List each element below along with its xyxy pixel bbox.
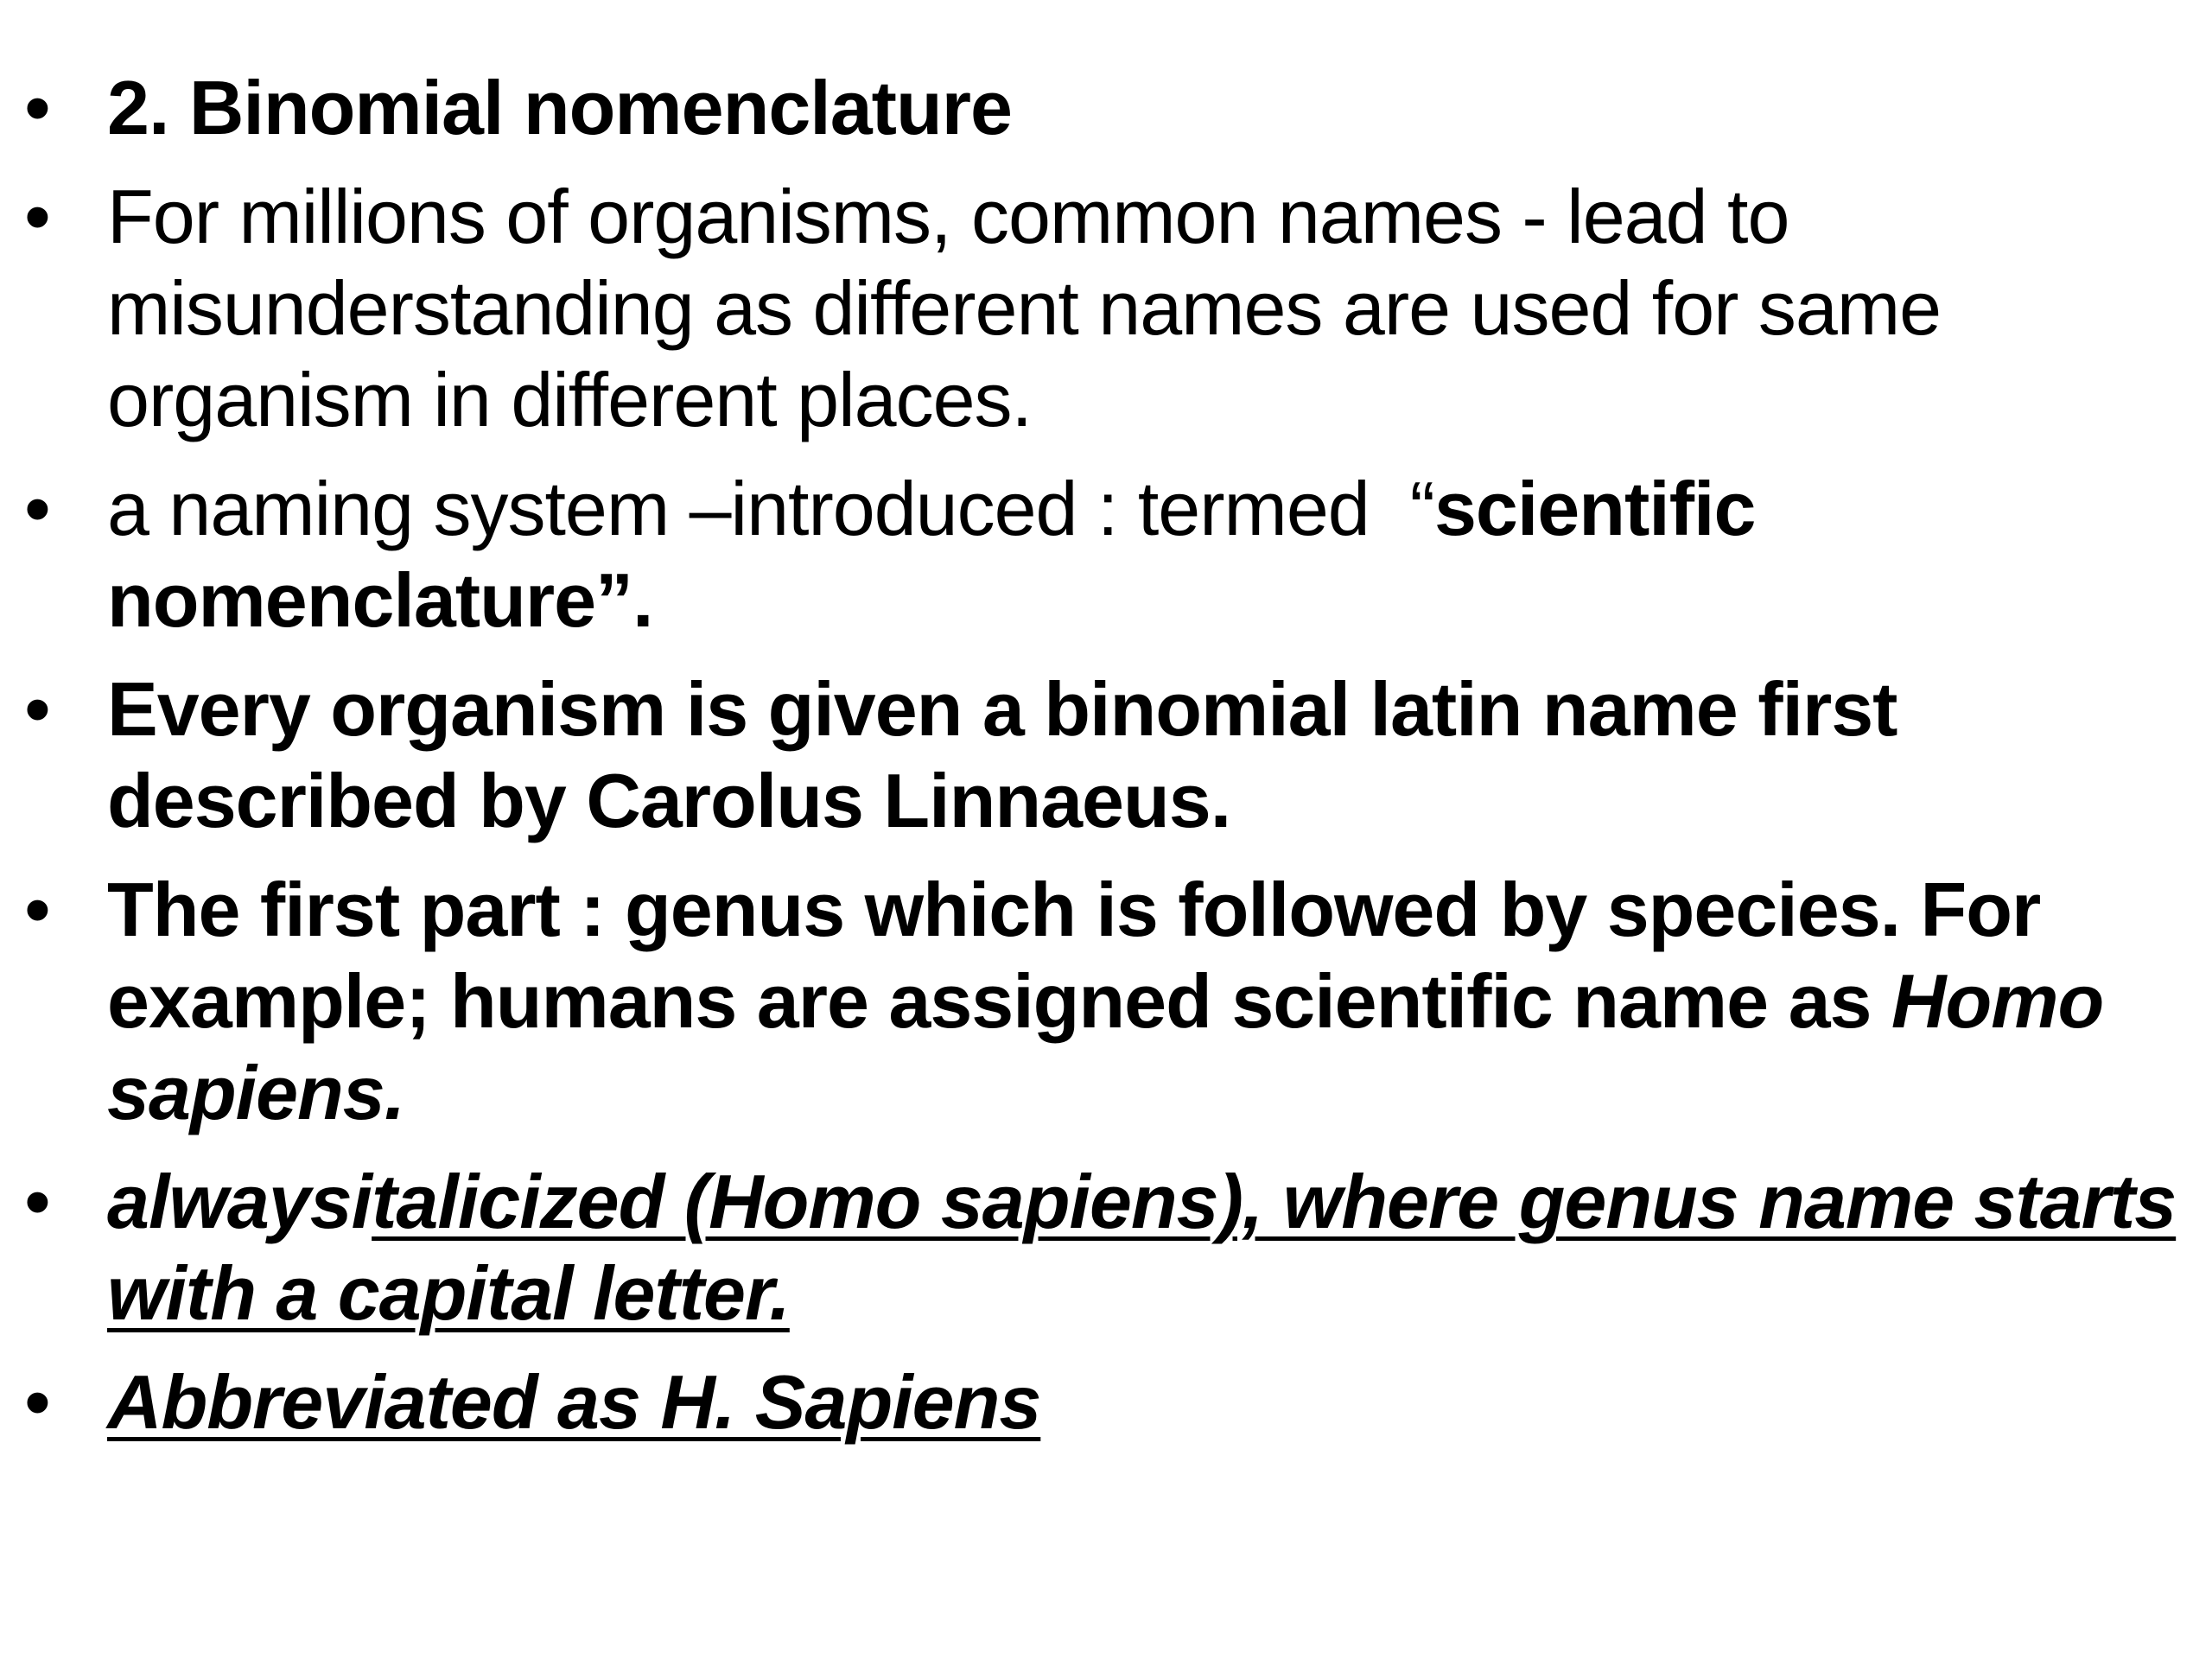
bullet-text: The first part : genus which is followed by species. For example; humans are assigned scientific name as (107, 867, 2041, 1044)
bullet-dot: • (24, 65, 50, 150)
bullet-italicized (0, 1156, 2198, 1339)
bullet-dot: • (24, 867, 50, 952)
bullet-title (0, 62, 2198, 154)
bullet-linnaeus (0, 664, 2198, 847)
bullet-dot: • (24, 1359, 50, 1445)
bullet-abbreviated (0, 1357, 2198, 1448)
bullet-text-underlined: Abbreviated as H. Sapiens (107, 1359, 1041, 1445)
bullet-dot: • (24, 466, 50, 551)
bullet-common-names (0, 171, 2198, 446)
bullet-text-underlined: talicized (Homo sapiens), where genus name starts with a capital letter. (107, 1159, 2177, 1336)
bullet-text: a naming system –introduced : termed “ (107, 466, 1434, 551)
bullet-text-bold: scientific nomenclature”. (107, 466, 1756, 643)
bullet-text: alwaysi (107, 1159, 372, 1244)
bullet-text: For millions of organisms, common names - lead to misunderstanding as different names are used for same organism in different places. (107, 174, 1942, 442)
bullet-genus-species (0, 864, 2198, 1139)
bullet-dot: • (24, 666, 50, 752)
bullet-dot: • (24, 1159, 50, 1244)
bullet-dot: • (24, 174, 50, 259)
bullet-text: 2. Binomial nomenclature (107, 65, 1012, 150)
bullet-naming-system (0, 463, 2198, 646)
bullet-text: Every organism is given a binomial latin name first described by Carolus Linnaeus. (107, 666, 1897, 843)
bullet-text-italic: Homo sapiens. (107, 958, 2104, 1135)
bullet-list (0, 62, 2212, 1465)
